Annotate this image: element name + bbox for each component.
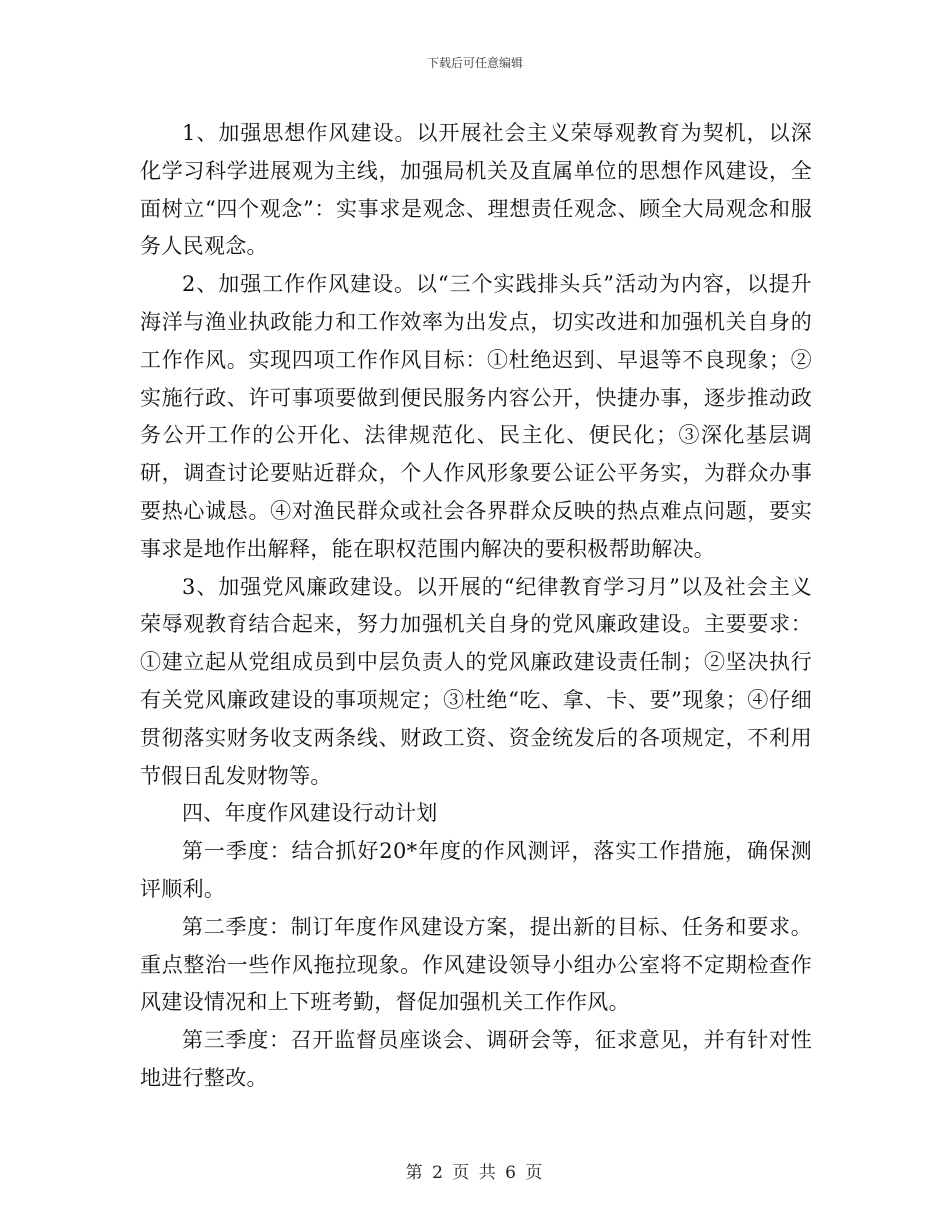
paragraph-q1: 第一季度：结合抓好20*年度的作风测评，落实工作措施，确保测评顺利。 xyxy=(140,839,812,901)
page-header: 下载后可任意编辑 xyxy=(426,56,523,70)
paragraph-thought-style: 1、加强思想作风建设。以开展社会主义荣辱观教育为契机，以深化学习科学进展观为主线，加强局机关及直属单位的思想作风建设，全面树立“四个观念”：实事求是观念、理想责任观念、顾全大局观念和服务人民观念。 xyxy=(140,121,812,259)
paragraph-integrity: 3、加强党风廉政建设。以开展的“纪律教育学习月”以及社会主义荣辱观教育结合起来，努力加强机关自身的党风廉政建设。主要要求：①建立起从党组成员到中层负责人的党风廉政建设责任制；②坚决执行有关党风廉政建设的事项规定；③杜绝“吃、拿、卡、要”现象；④仔细贯彻落实财务收支两条线、财政工资、资金统发后的各项规定，不利用节假日乱发财物等。 xyxy=(140,574,812,788)
paragraph-q2: 第二季度：制订年度作风建设方案，提出新的目标、任务和要求。重点整治一些作风拖拉现象。作风建设领导小组办公室将不定期检查作风建设情况和上下班考勤，督促加强机关工作作风。 xyxy=(140,914,812,1015)
section-heading-action-plan: 四、年度作风建设行动计划 xyxy=(182,801,438,826)
paragraph-q3: 第三季度：召开监督员座谈会、调研会等，征求意见，并有针对性地进行整改。 xyxy=(140,1028,812,1090)
paragraph-work-style: 2、加强工作作风建设。以“三个实践排头兵”活动为内容，以提升海洋与渔业执政能力和工作效率为出发点，切实改进和加强机关自身的工作作风。实现四项工作作风目标：①杜绝迟到、早退等不良现象；②实施行政、许可事项要做到便民服务内容公开，快捷办事，逐步推动政务公开工作的公开化、法律规范化、民主化、便民化；③深化基层调研，调查讨论要贴近群众，个人作风形象要公证公平务实，为群众办事要热心诚恳。④对渔民群众或社会各界群众反映的热点难点问题，要实事求是地作出解释，能在职权范围内解决的要积极帮助解决。 xyxy=(140,272,812,561)
page-footer: 第 2 页 共 6 页 xyxy=(405,1163,545,1183)
document-body xyxy=(140,115,812,1098)
